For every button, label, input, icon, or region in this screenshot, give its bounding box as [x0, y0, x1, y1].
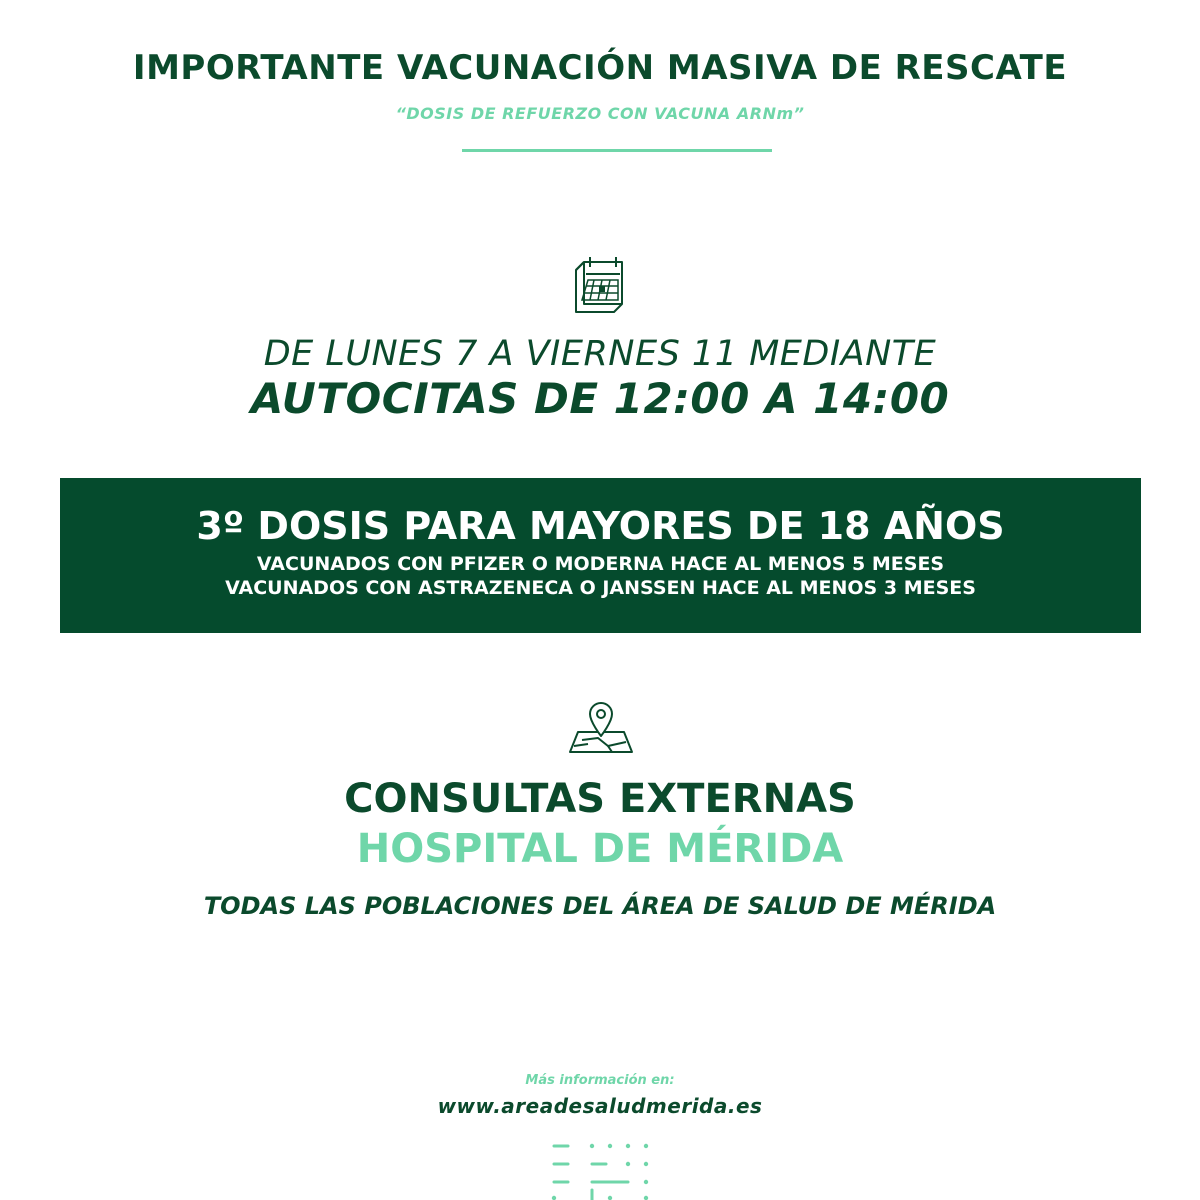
decorative-dots-pattern	[548, 1140, 658, 1200]
more-info-label: Más información en:	[525, 1073, 675, 1088]
dose-info-band	[60, 478, 1141, 633]
page-title: IMPORTANTE VACUNACIÓN MASIVA DE RESCATE	[132, 48, 1068, 88]
location-scope: TODAS LAS POBLACIONES DEL ÁREA DE SALUD DE MÉRIDA	[203, 892, 997, 920]
page-subtitle: “DOSIS DE REFUERZO CON VACUNA ARNm”	[395, 104, 805, 123]
location-place: CONSULTAS EXTERNAS	[344, 776, 856, 822]
dose-condition-astrazeneca-janssen: VACUNADOS CON ASTRAZENECA O JANSSEN HACE AL MENOS 3 MESES	[225, 577, 976, 599]
title-divider	[462, 149, 772, 152]
dose-condition-pfizer-moderna: VACUNADOS CON PFIZER O MODERNA HACE AL MENOS 5 MESES	[256, 553, 945, 575]
website-link[interactable]: www.areadesaludmerida.es	[437, 1094, 763, 1118]
schedule-dates: DE LUNES 7 A VIERNES 11 MEDIANTE	[263, 334, 937, 374]
calendar-icon	[572, 254, 630, 320]
schedule-hours: AUTOCITAS DE 12:00 A 14:00	[250, 374, 950, 423]
map-pin-icon	[568, 702, 634, 756]
location-hospital: HOSPITAL DE MÉRIDA	[356, 826, 844, 872]
dose-title: 3º DOSIS PARA MAYORES DE 18 AÑOS	[196, 504, 1005, 548]
